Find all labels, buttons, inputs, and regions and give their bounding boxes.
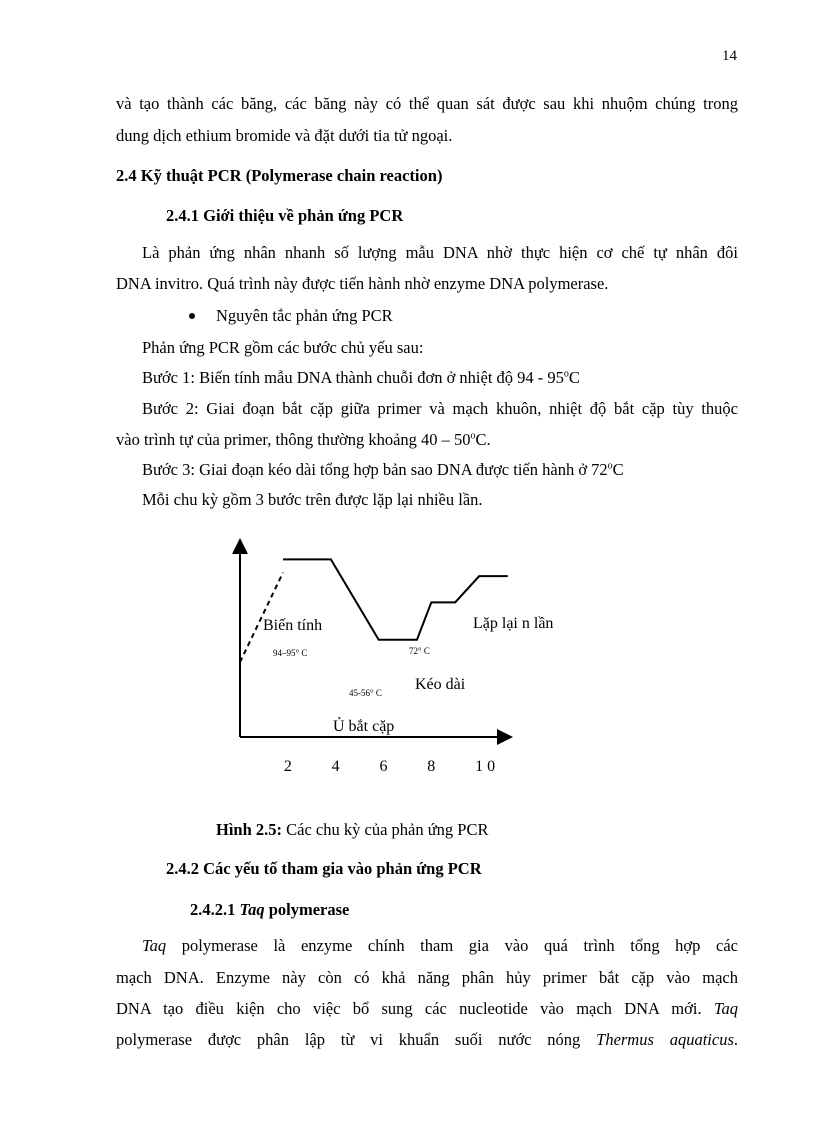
heading-ital: Taq (239, 900, 265, 919)
taq-line-3 (116, 999, 738, 1019)
annotation-anneal-temp: 45-56° C (349, 688, 382, 698)
heading-2-4: 2.4 Kỹ thuật PCR (Polymerase chain reaction) (116, 166, 443, 185)
step-2-line-2 (116, 430, 491, 450)
intro-line-1: và tạo thành các băng, các băng này có thể quan sát được sau khi nhuộm chúng trong (116, 94, 738, 113)
taq-line-1-text: polymerase là enzyme chính tham gia vào quá trình tổng hợp các (166, 936, 738, 955)
cycle-note: Mỗi chu kỳ gồm 3 bước trên được lặp lại nhiều lần. (142, 490, 483, 509)
x-tick-label: 4 (331, 758, 340, 775)
heading-2-4-1: 2.4.1 Giới thiệu về phản ứng PCR (166, 206, 404, 225)
x-tick-label: 2 (283, 758, 292, 775)
heading-2-4-2: 2.4.2 Các yếu tố tham gia vào phản ứng PCR (166, 859, 482, 878)
step-2-line-1: Bước 2: Giai đoạn bắt cặp giữa primer và mạch khuôn, nhiệt độ bắt cặp tùy thuộc (142, 399, 738, 418)
page-number: 14 (722, 48, 737, 64)
steps-intro: Phản ứng PCR gồm các bước chủ yếu sau: (142, 338, 424, 357)
label-denature: Biến tính (263, 617, 323, 634)
step-3 (142, 460, 624, 480)
degree-sup: o (563, 368, 569, 380)
intro-line-2: dung dịch ethium bromide và đặt dưới tia tử ngoại. (116, 126, 453, 145)
annotation-denature-temp: 94–95° C (273, 648, 308, 658)
step-2-text: vào trình tự của primer, thông thường khoảng 40 – 50 (116, 430, 471, 449)
taq-line-2: mạch DNA. Enzyme này còn có khả năng phân hủy primer bắt cặp vào mạch (116, 968, 738, 987)
taq-ital: Taq (713, 999, 738, 1018)
para-2-4-1-line-1: Là phản ứng nhân nhanh số lượng mẫu DNA nhờ thực hiện cơ chế tự nhân đôi (142, 243, 738, 262)
taq-line-1 (142, 936, 738, 956)
step-3-text: Bước 3: Giai đoạn kéo dài tổng hợp bản sao DNA được tiến hành ở 72 (142, 460, 608, 479)
tick-group (284, 758, 495, 775)
label-repeat: Lặp lại n lần (473, 615, 554, 632)
bullet-text: Nguyên tắc phản ứng PCR (216, 306, 393, 325)
bullet-icon (189, 313, 195, 319)
figure-caption (216, 820, 488, 840)
celsius: C (568, 368, 580, 387)
species-name: Thermus aquaticus (596, 1030, 734, 1049)
series-group (240, 559, 508, 662)
heading-2-4-2-1 (190, 900, 349, 920)
degree-sup: o (470, 430, 476, 442)
celsius: C (612, 460, 624, 479)
x-tick-label: 8 (427, 758, 436, 775)
para-2-4-1-line-2: DNA invitro. Quá trình này được tiến hành nhờ enzyme DNA polymerase. (116, 274, 609, 293)
celsius: C. (475, 430, 491, 449)
label-anneal: Ủ bắt cặp (333, 718, 395, 735)
taq-line-3-text: DNA tạo điều kiện cho việc bổ sung các nucleotide vào mạch DNA mới. (116, 999, 714, 1018)
pcr-cycle-chart (225, 540, 554, 780)
taq-line-4-text: polymerase được phân lập từ vi khuẩn suối nước nóng (116, 1030, 597, 1049)
figure-caption-text: Các chu kỳ của phản ứng PCR (282, 820, 489, 839)
x-tick-label: 1 0 (475, 758, 496, 775)
heading-num: 2.4.2.1 (190, 900, 240, 919)
step-1 (142, 368, 580, 388)
degree-sup: o (607, 460, 613, 472)
taq-ital: Taq (142, 936, 167, 955)
figure-caption-label: Hình 2.5: (216, 820, 283, 839)
taq-line-4 (116, 1030, 738, 1050)
step-1-text: Bước 1: Biến tính mẫu DNA thành chuỗi đơn ở nhiệt độ 94 - 95 (142, 368, 564, 387)
label-extend: Kéo dài (415, 676, 466, 693)
x-tick-label: 6 (379, 758, 388, 775)
heading-rest: polymerase (264, 900, 350, 919)
annotation-extend-temp: 72° C (409, 646, 430, 656)
taq-line-4-end: . (733, 1030, 739, 1049)
